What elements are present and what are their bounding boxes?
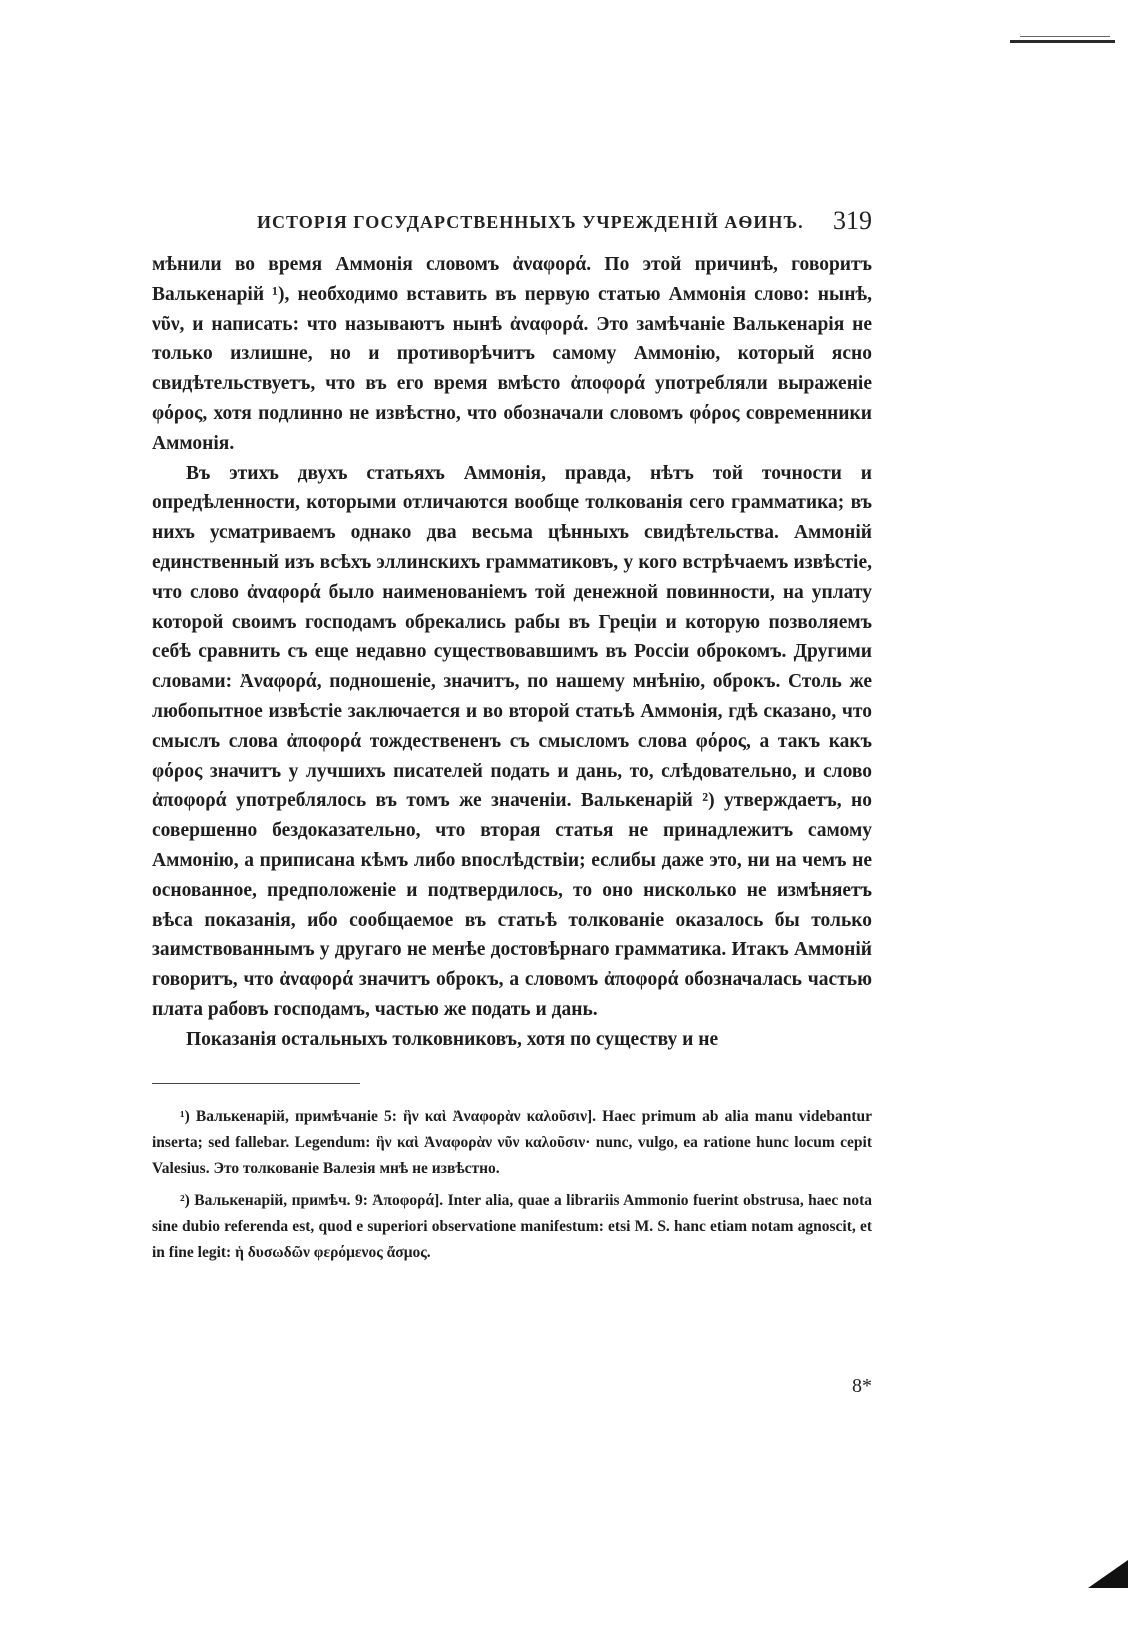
paragraph-2: Въ этихъ двухъ статьяхъ Аммонія, правда, нѣтъ той точности и опредѣленности, которыми отличаются вообще толкованія сего грамматика; въ нихъ усматриваемъ однако два весьма цѣнныхъ свидѣтельства. Аммоній единственный изъ всѣхъ эллинскихъ грамматиковъ, у кого встрѣчаемъ извѣстіе, что слово ἀναφορά было наименованіемъ той денежной повинности, на уплату которой своимъ господамъ обрекались рабы въ Греціи и которую позволяемъ себѣ сравнить съ еще недавно существовавшимъ въ Россіи оброкомъ. Другими словами: Ἀναφορά, подношеніе, значитъ, по нашему мнѣнію, оброкъ. Столь же любопытное извѣстіе заключается и во второй статьѣ Аммонія, гдѣ сказано, что смыслъ слова ἀποφορά тождествененъ съ смысломъ слова φόρος, а такъ какъ φόρος значитъ у лучшихъ писателей подать и дань, то, слѣдовательно, и слово ἀποφορά употреблялось въ томъ же значеніи. Валькенарій ²) утверждаетъ, но совершенно бездоказательно, что вторая статья не принадлежитъ самому Аммонію, а приписана кѣмъ либо впослѣдствіи; еслибы даже это, ни на чемъ не основанное, предположеніе и подтвердилось, то оно нисколько не измѣняетъ вѣса показанія, ибо сообщаемое въ статьѣ толкованіе оказалось бы только заимствованнымъ у другаго не менѣе достовѣрнаго грамматика. Итакъ Аммоній говоритъ, что ἀναφορά значитъ оброкъ, а словомъ ἀποφορά обозначалась частью плата рабовъ господамъ, частью же подать и дань. xyxy=(152,462,872,1020)
printer-signature-mark: 8* xyxy=(852,1375,872,1397)
footnote-separator xyxy=(152,1083,360,1084)
page-header xyxy=(152,200,872,250)
body-text xyxy=(152,250,872,1055)
page-number: 319 xyxy=(833,206,872,235)
book-page xyxy=(152,200,872,1397)
paragraph-1: мѣнили во время Аммонія словомъ ἀναφορά. По этой причинѣ, говоритъ Валькенарій ¹), необходимо вставить въ первую статью Аммонія слово: нынѣ, νῦν, и написать: что называютъ нынѣ ἀναφορά. Это замѣчаніе Валькенарія не только излишне, но и противорѣчитъ самому Аммонію, который ясно свидѣтельствуетъ, что въ его время вмѣсто ἀποφορά употребляли выраженіе φόρος, хотя подлинно не извѣстно, что обозначали словомъ φόρος современники Аммонія. xyxy=(152,254,872,454)
top-edge-rule-thin xyxy=(1020,36,1110,37)
footnote-1: ¹) Валькенарій, примѣчаніе 5: ἣν καὶ Ἀναφορὰν καλοῦσιν]. Haec primum ab alia manu videbantur inserta; sed fallebar. Legendum: ἣν καὶ Ἀναφορὰν νῦν καλοῦσιν· nunc, vulgo, ea ratione hunc locum cepit Valesius. Это толкованіе Валезія мнѣ не извѣстно. xyxy=(152,1107,872,1177)
paragraph-3: Показанія остальныхъ толковниковъ, хотя по существу и не xyxy=(186,1028,719,1050)
footnotes xyxy=(152,1104,872,1266)
corner-scan-mark xyxy=(1088,1560,1128,1588)
top-edge-rule xyxy=(1010,40,1115,43)
footnote-2: ²) Валькенарій, примѣч. 9: Ἀποφορά]. Inter alia, quae a librariis Ammonio fuerint obstrusa, haec nota sine dubio referenda est, quod e superiori observatione manifestum: etsi M. S. hanc etiam notam agnoscit, et in fine legit: ἡ δυσωδῶν φερόμενος ἄσμος. xyxy=(152,1191,872,1261)
running-head: ИСТОРІЯ ГОСУДАРСТВЕННЫХЪ УЧРЕЖДЕНІЙ АѲИНЪ. xyxy=(257,212,804,232)
